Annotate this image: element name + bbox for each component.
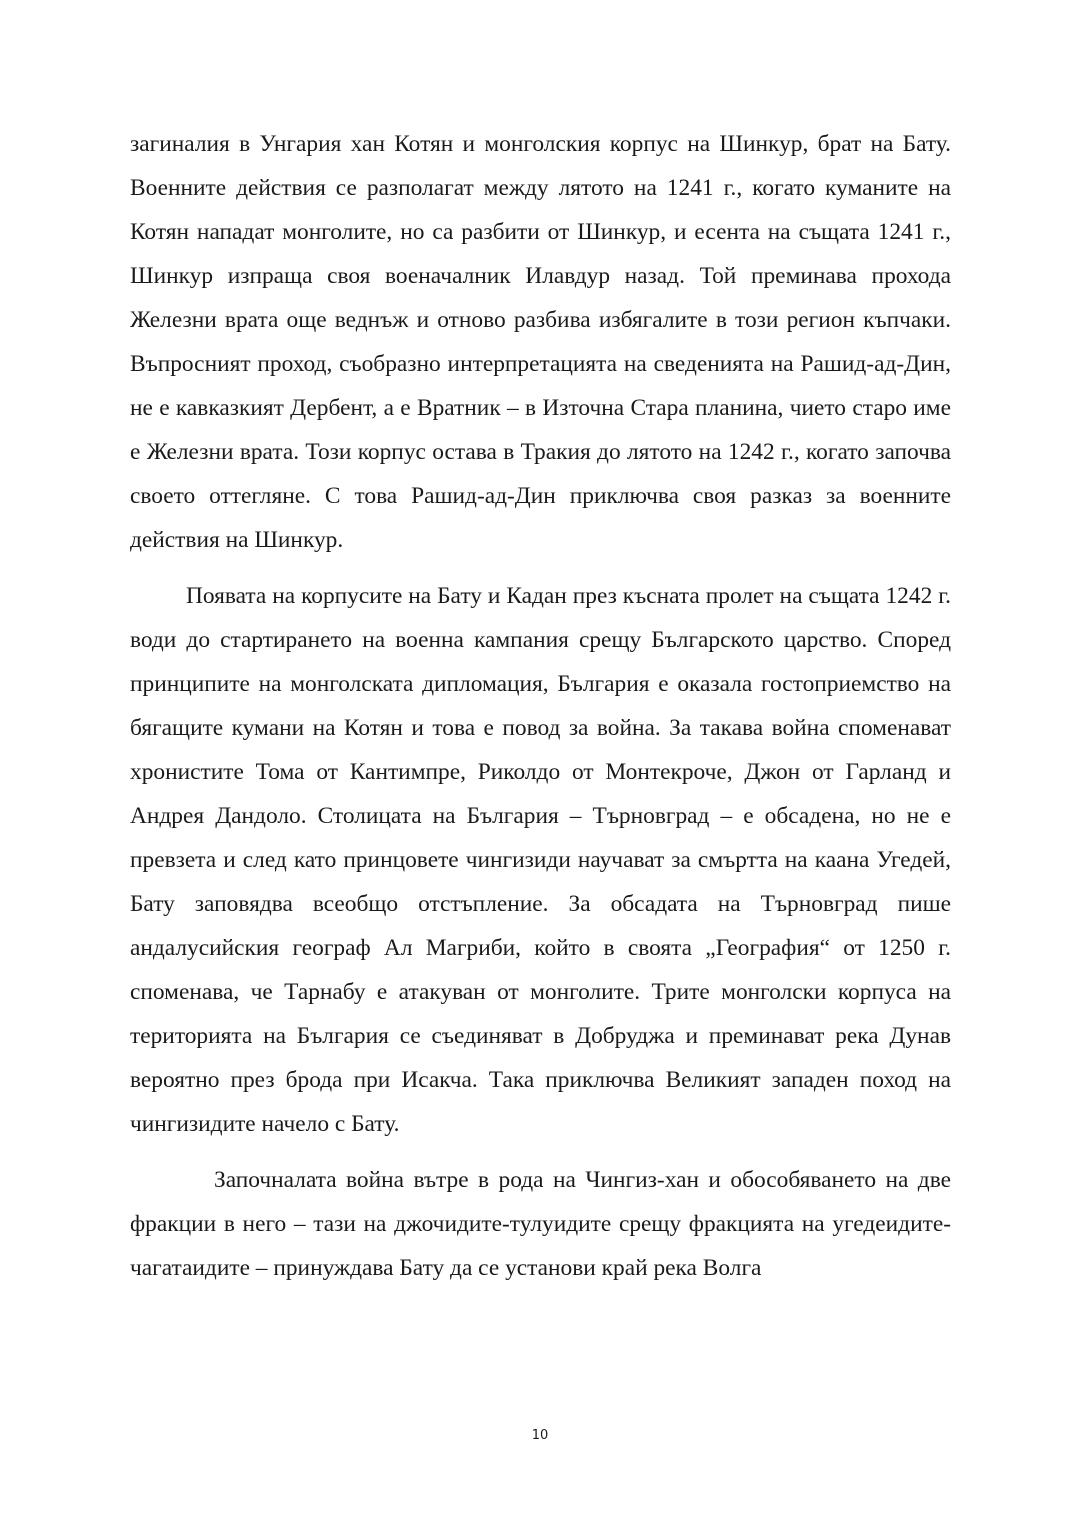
paragraph-civil-war: Започналата война вътре в рода на Чингиз-хан и обособяването на две фракции в него – тази на джочидите-тулуидите срещу фракцията на угедеидите-чагатаидите – принуждава Бату да се установи край река Волга <box>130 1167 951 1281</box>
paragraph-bulgaria-campaign: Появата на корпусите на Бату и Кадан през късната пролет на същата 1242 г. води до стартирането на военна кампания срещу Българското царство. Според принципите на монголската дипломация, България е оказала гостоприемство на бягащите кумани на Котян и това е повод за война. За такава война споменават хронистите Тома от Кантимпре, Риколдо от Монтекроче, Джон от Гарланд и Андрея Дандоло. Столицата на България – Търновград – е обсадена, но не е превзета и след като принцовете чингизиди научават за смъртта на каана Угедей, Бату заповядва всеобщо отстъпление. За обсадата на Търновград пише андалусийския географ Ал Магриби, който в своята „География“ от 1250 г. споменава, че Тарнабу е атакуван от монголите. Трите монголски корпуса на територията на България се съединяват в Добруджа и преминават река Дунав вероятно през брода при Исакча. Така приключва Великият западен поход на чингизидите начело с Бату. <box>130 583 951 1137</box>
page-number: 10 <box>531 1428 549 1443</box>
paragraph-continuation: загиналия в Унгария хан Котян и монголския корпус на Шинкур, брат на Бату. Военните действия се разполагат между лятото на 1241 г., когато куманите на Котян нападат монголите, но са разбити от Шинкур, и есента на същата 1241 г., Шинкур изпраща своя военачалник Илавдур назад. Той преминава прохода Железни врата още веднъж и отново разбива избягалите в този регион къпчаки. Въпросният проход, съобразно интерпретацията на сведенията на Рашид-ад-Дин, не е кавказкият Дербент, а е Вратник – в Източна Стара планина, чието старо име е Железни врата. Този корпус остава в Тракия до лятото на 1242 г., когато започва своето оттегляне. С това Рашид-ад-Дин приключва своя разказ за военните действия на Шинкур. <box>130 131 951 553</box>
body-text <box>130 122 951 1290</box>
